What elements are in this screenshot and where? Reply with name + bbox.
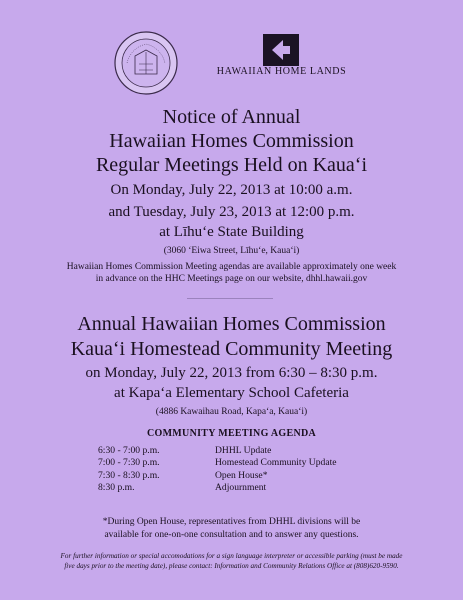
logo-text: HAWAIIAN HOME LANDS: [216, 66, 347, 77]
agenda-row: [98, 470, 398, 482]
hawaiian-home-lands-logo-icon: [263, 34, 299, 66]
agenda-info-line2: in advance on the HHC Meetings page on our website, dhhl.hawaii.gov: [95, 274, 368, 284]
footer-line2: five days prior to the meeting date), please contact: Information and Community Relations Office at (808)620-9590.: [64, 562, 399, 570]
meeting-address: (3060 ‘Eiwa Street, Līhu‘e, Kaua‘i): [163, 246, 300, 256]
agenda-time: 7:30 - 8:30 p.m.: [98, 469, 160, 481]
community-address: (4886 Kawaihau Road, Kapa‘a, Kaua‘i): [155, 407, 308, 417]
community-heading-line2: Kaua‘i Homestead Community Meeting: [70, 338, 393, 360]
meeting-date-2: and Tuesday, July 23, 2013 at 12:00 p.m.: [108, 204, 355, 220]
notice-heading-line3: Regular Meetings Held on Kaua‘i: [95, 154, 368, 176]
community-date: on Monday, July 22, 2013 from 6:30 – 8:30 p.m.: [85, 365, 378, 381]
agenda-time: 6:30 - 7:00 p.m.: [98, 445, 160, 456]
agenda-list: [98, 445, 398, 494]
agenda-item: Homestead Community Update: [215, 457, 337, 469]
meeting-venue: at Līhu‘e State Building: [159, 224, 304, 240]
open-house-note-line2: available for one-on-one consultation and to answer any questions.: [104, 530, 359, 540]
agenda-time: 7:00 - 7:30 p.m.: [98, 457, 160, 469]
agenda-info-line1: Hawaiian Homes Commission Meeting agendas are available approximately one week: [66, 262, 397, 272]
notice-heading-line1: Notice of Annual: [162, 106, 301, 128]
notice-heading-line2: Hawaiian Homes Commission: [109, 130, 354, 152]
agenda-item: Adjournment: [215, 481, 267, 493]
agenda-row: [98, 445, 398, 457]
community-venue: at Kapa‘a Elementary School Cafeteria: [114, 385, 349, 401]
agenda-row: [98, 482, 398, 494]
agenda-item: DHHL Update: [215, 445, 272, 456]
agenda-item: Open House*: [215, 469, 268, 481]
meeting-date-1: On Monday, July 22, 2013 at 10:00 a.m.: [110, 182, 353, 198]
agenda-title: COMMUNITY MEETING AGENDA: [146, 428, 317, 439]
section-divider: [187, 298, 273, 299]
agenda-row: [98, 457, 398, 469]
footer-line1: For further information or special accomodations for a sign language interpreter or accessible parking (must be made: [60, 552, 403, 560]
community-heading-line1: Annual Hawaiian Homes Commission: [77, 313, 386, 335]
open-house-note-line1: *During Open House, representatives from DHHL divisions will be: [102, 517, 361, 527]
state-seal: [113, 30, 179, 96]
agenda-time: 8:30 p.m.: [98, 481, 135, 493]
